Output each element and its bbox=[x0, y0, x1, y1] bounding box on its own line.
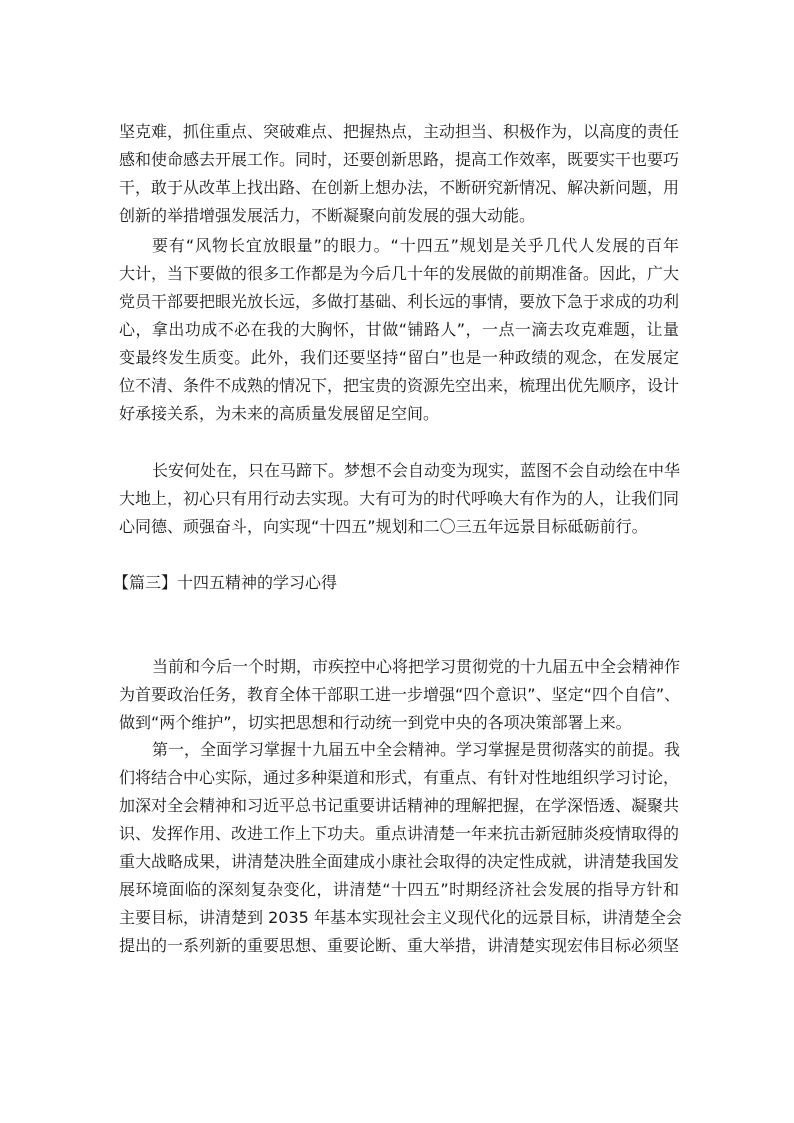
text-line: 为首要政治任务，教育全体干部职工进一步增强“四个意识”、坚定“四个自信”、 bbox=[119, 685, 681, 704]
text-line: 坚克难，抓住重点、突破难点、把握热点，主动担当、积极作为，以高度的责任 bbox=[119, 122, 680, 141]
text-line: 感和使命感去开展工作。同时，还要创新思路，提高工作效率，既要实干也要巧 bbox=[119, 150, 680, 169]
text-line: 大计，当下要做的很多工作都是为今后几十年的发展做的前期准备。因此，广大 bbox=[119, 264, 680, 283]
text-line: 们将结合中心实际，通过多种渠道和形式，有重点、有针对性地组织学习讨论， bbox=[119, 768, 680, 787]
text-line: 提出的一系列新的重要思想、重要论断、重大举措，讲清楚实现宏伟目标必须坚 bbox=[119, 936, 680, 955]
text-line: 展环境面临的深刻复杂变化，讲清楚“十四五”时期经济社会发展的指导方针和 bbox=[119, 880, 679, 899]
text-line: 识、发挥作用、改进工作上下功夫。重点讲清楚一年来抗击新冠肺炎疫情取得的 bbox=[119, 824, 680, 843]
section-heading: 【篇三】十四五精神的学习心得 bbox=[113, 573, 338, 592]
text-line: 变最终发生质变。此外，我们还要坚持“留白”也是一种政绩的观念，在发展定 bbox=[119, 348, 679, 367]
text-line: 加深对全会精神和习近平总书记重要讲话精神的理解把握，在学深悟透、凝聚共 bbox=[119, 796, 680, 815]
text-line: 党员干部要把眼光放长远，多做打基础、利长远的事情，要放下急于求成的功利 bbox=[119, 292, 680, 311]
text-line: 心，拿出功成不必在我的大胸怀，甘做“铺路人”，一点一滴去攻克难题，让量 bbox=[119, 320, 679, 339]
text-line: 第一，全面学习掌握十九届五中全会精神。学习掌握是贯彻落实的前提。我 bbox=[152, 740, 681, 759]
paragraph-continuation bbox=[119, 118, 679, 230]
text-line: 位不清、条件不成熟的情况下，把宝贵的资源先空出来，梳理出优先顺序，设计 bbox=[119, 376, 680, 395]
text-line: 长安何处在，只在马蹄下。梦想不会自动变为现实，蓝图不会自动绘在中华 bbox=[152, 461, 681, 480]
paragraph-intro bbox=[119, 653, 679, 737]
text-line: 主要目标，讲清楚到 2035 年基本实现社会主义现代化的远景目标，讲清楚全会 bbox=[119, 908, 682, 927]
text-line: 做到“两个维护”，切实把思想和行动统一到党中央的各项决策部署上来。 bbox=[119, 713, 632, 732]
paragraph-first-point bbox=[119, 736, 682, 960]
text-line: 重大战略成果，讲清楚决胜全面建成小康社会取得的决定性成就，讲清楚我国发 bbox=[119, 852, 680, 871]
text-line: 大地上，初心只有用行动去实现。大有可为的时代呼唤大有作为的人，让我们同 bbox=[119, 489, 680, 508]
text-line: 创新的举措增强发展活力，不断凝聚向前发展的强大动能。 bbox=[119, 206, 536, 225]
text-line: 好承接关系，为未来的高质量发展留足空间。 bbox=[119, 404, 440, 423]
text-line: 心同德、顽强奋斗，向实现“十四五”规划和二〇三五年远景目标砥砺前行。 bbox=[119, 517, 648, 536]
paragraph-vision bbox=[119, 232, 679, 428]
paragraph-conclusion bbox=[119, 457, 679, 541]
text-line: 要有“风物长宜放眼量”的眼力。“十四五”规划是关乎几代人发展的百年 bbox=[152, 236, 679, 255]
text-line: 当前和今后一个时期，市疾控中心将把学习贯彻党的十九届五中全会精神作 bbox=[152, 657, 681, 676]
text-line: 干，敢于从改革上找出路、在创新上想办法，不断研究新情况、解决新问题，用 bbox=[119, 178, 680, 197]
